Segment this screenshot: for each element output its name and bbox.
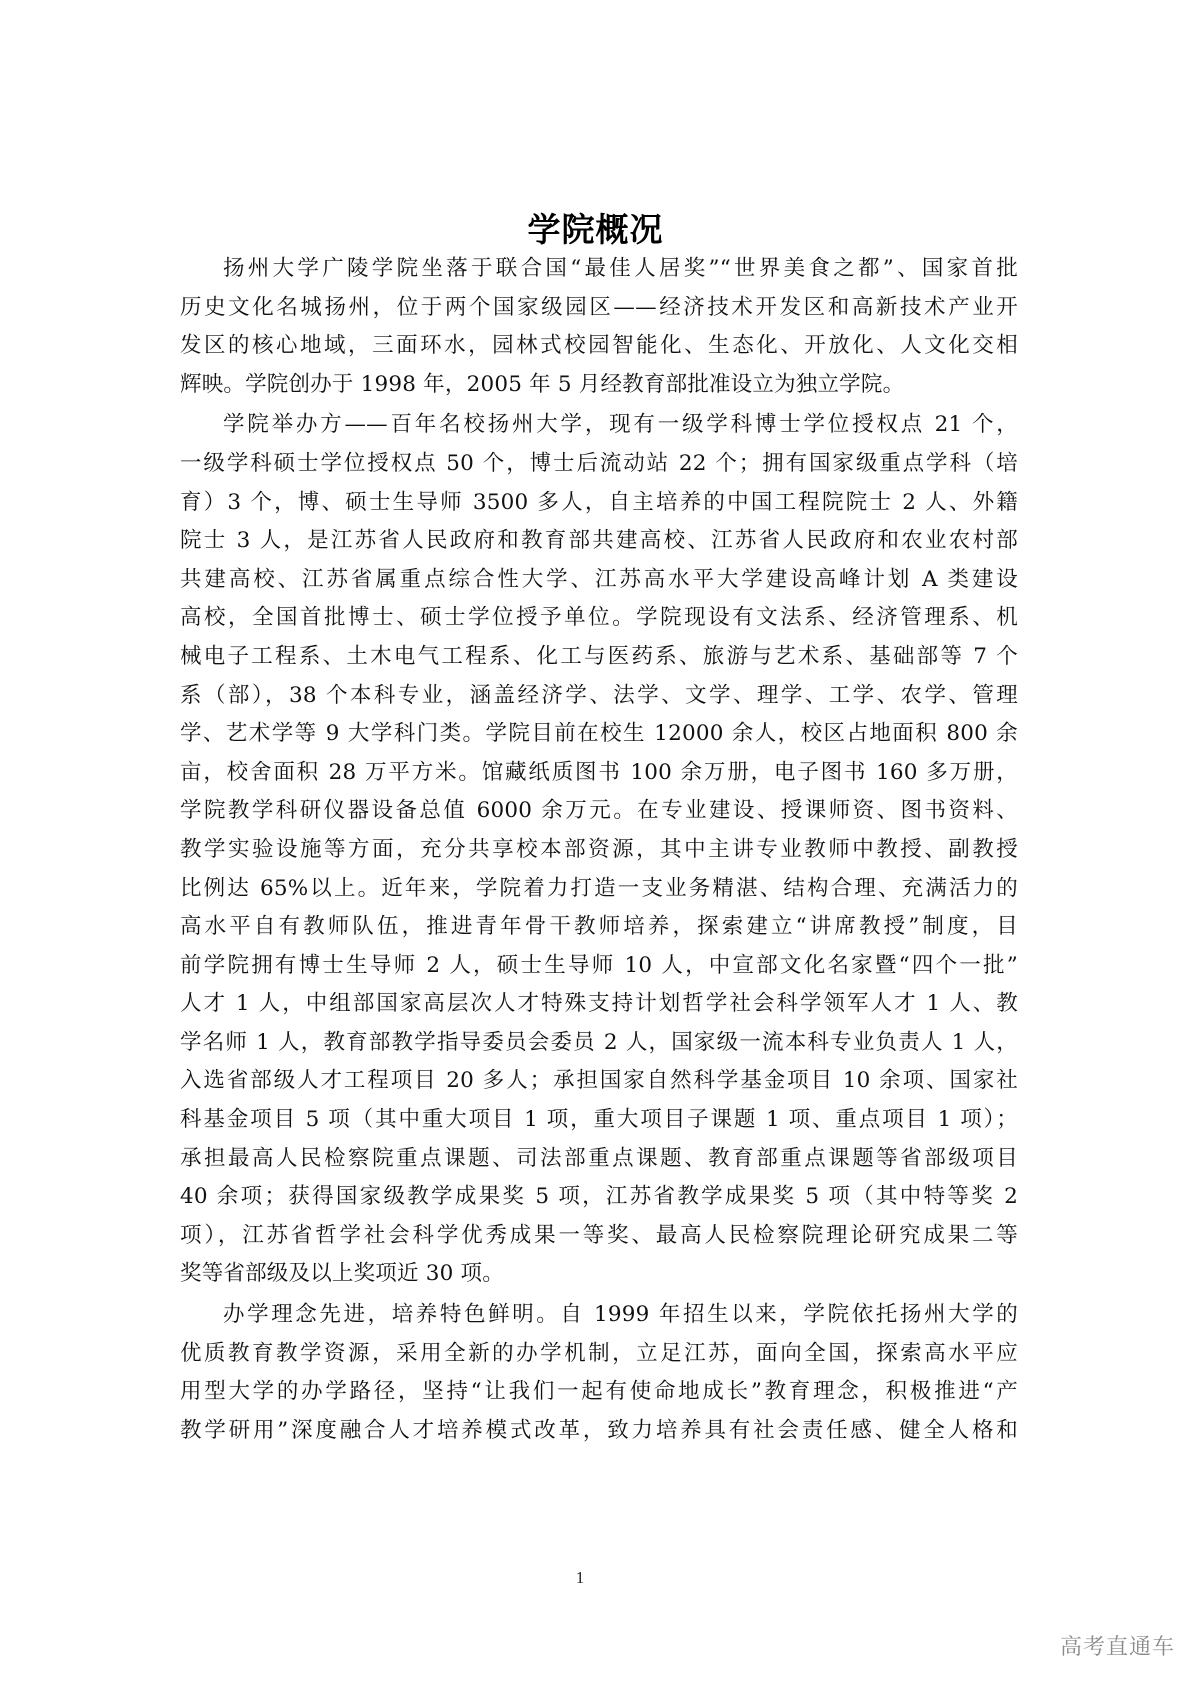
text-line: 承担最高人民检察院重点课题、司法部重点课题、教育部重点课题等省部级项目 [180,1145,1018,1171]
text-line: 院士 3 人，是江苏省人民政府和教育部共建高校、江苏省人民政府和农业农村部 [180,528,1018,554]
text-line: 比例达 65%以上。近年来，学院着力打造一支业务精湛、结构合理、充满活力的 [180,875,1018,901]
paragraph-philosophy [180,1296,1018,1450]
text-line: 扬州大学广陵学院坐落于联合国“最佳人居奖”“世界美食之都”、国家首批 [223,256,1018,281]
text-line: 历史文化名城扬州，位于两个国家级园区——经济技术开发区和高新技术产业开 [180,294,1018,320]
page-number: 1 [575,1568,585,1587]
text-line: 学院举办方——百年名校扬州大学，现有一级学科博士学位授权点 21 个， [223,412,1018,438]
text-line: 系（部），38 个本科专业，涵盖经济学、法学、文学、理学、工学、农学、管理 [180,682,1018,708]
text-line: 械电子工程系、土木电气工程系、化工与医药系、旅游与艺术系、基础部等 7 个 [180,643,1018,669]
text-line: 项），江苏省哲学社会科学优秀成果一等奖、最高人民检察院理论研究成果二等 [180,1222,1018,1248]
text-line: 学院教学科研仪器设备总值 6000 余万元。在专业建设、授课师资、图书资料、 [180,798,1018,824]
text-line: 一级学科硕士学位授权点 50 个，博士后流动站 22 个；拥有国家级重点学科（培 [180,450,1018,476]
paragraph-sponsor [180,406,1018,1294]
text-line: 人才 1 人，中组部国家高层次人才特殊支持计划哲学社会科学领军人才 1 人、教 [180,991,1018,1017]
text-line: 辉映。学院创办于 1998 年，2005 年 5 月经教育部批准设立为独立学院。 [180,371,905,397]
text-line: 用型大学的办学路径，坚持“让我们一起有使命地成长”教育理念，积极推进“产 [180,1379,1018,1405]
text-line: 奖等省部级及以上奖项近 30 项。 [180,1261,504,1287]
text-line: 40 余项；获得国家级教学成果奖 5 项，江苏省教学成果奖 5 项（其中特等奖 2 [180,1184,1018,1210]
paragraph-intro [180,250,1018,404]
text-line: 优质教育教学资源，采用全新的办学机制，立足江苏，面向全国，探索高水平应 [180,1340,1018,1366]
text-line: 学名师 1 人，教育部教学指导委员会委员 2 人，国家级一流本科专业负责人 1 人， [180,1029,1018,1055]
text-line: 科基金项目 5 项（其中重大项目 1 项，重大项目子课题 1 项、重点项目 1 项）； [180,1107,1018,1133]
text-line: 学、艺术学等 9 大学科门类。学院目前在校生 12000 余人，校区占地面积 800 余 [180,721,1018,747]
text-line: 亩，校舍面积 28 万平方米。馆藏纸质图书 100 余万册，电子图书 160 多万册， [180,759,1018,785]
text-line: 教学研用”深度融合人才培养模式改革，致力培养具有社会责任感、健全人格和 [180,1417,1018,1443]
text-line: 教学实验设施等方面，充分共享校本部资源，其中主讲专业教师中教授、副教授 [180,836,1018,862]
text-line: 育）3 个，博、硕士生导师 3500 多人，自主培养的中国工程院院士 2 人、外籍 [180,489,1018,515]
text-line: 发区的核心地域，三面环水，园林式校园智能化、生态化、开放化、人文化交相 [180,333,1018,359]
watermark-text: 高考直通车 [1060,1635,1176,1660]
text-line: 共建高校、江苏省属重点综合性大学、江苏高水平大学建设高峰计划 A 类建设 [180,566,1018,592]
text-line: 入选省部级人才工程项目 20 多人；承担国家自然科学基金项目 10 余项、国家社 [180,1068,1018,1094]
text-line: 高水平自有教师队伍，推进青年骨干教师培养，探索建立“讲席教授”制度，目 [180,914,1018,940]
page-title: 学院概况 [527,210,664,250]
text-line: 前学院拥有博士生导师 2 人，硕士生导师 10 人，中宣部文化名家暨“四个一批” [180,952,1018,978]
text-line: 高校，全国首批博士、硕士学位授予单位。学院现设有文法系、经济管理系、机 [180,605,1018,631]
text-line: 办学理念先进，培养特色鲜明。自 1999 年招生以来，学院依托扬州大学的 [223,1302,1018,1328]
document-body [180,250,1018,1450]
